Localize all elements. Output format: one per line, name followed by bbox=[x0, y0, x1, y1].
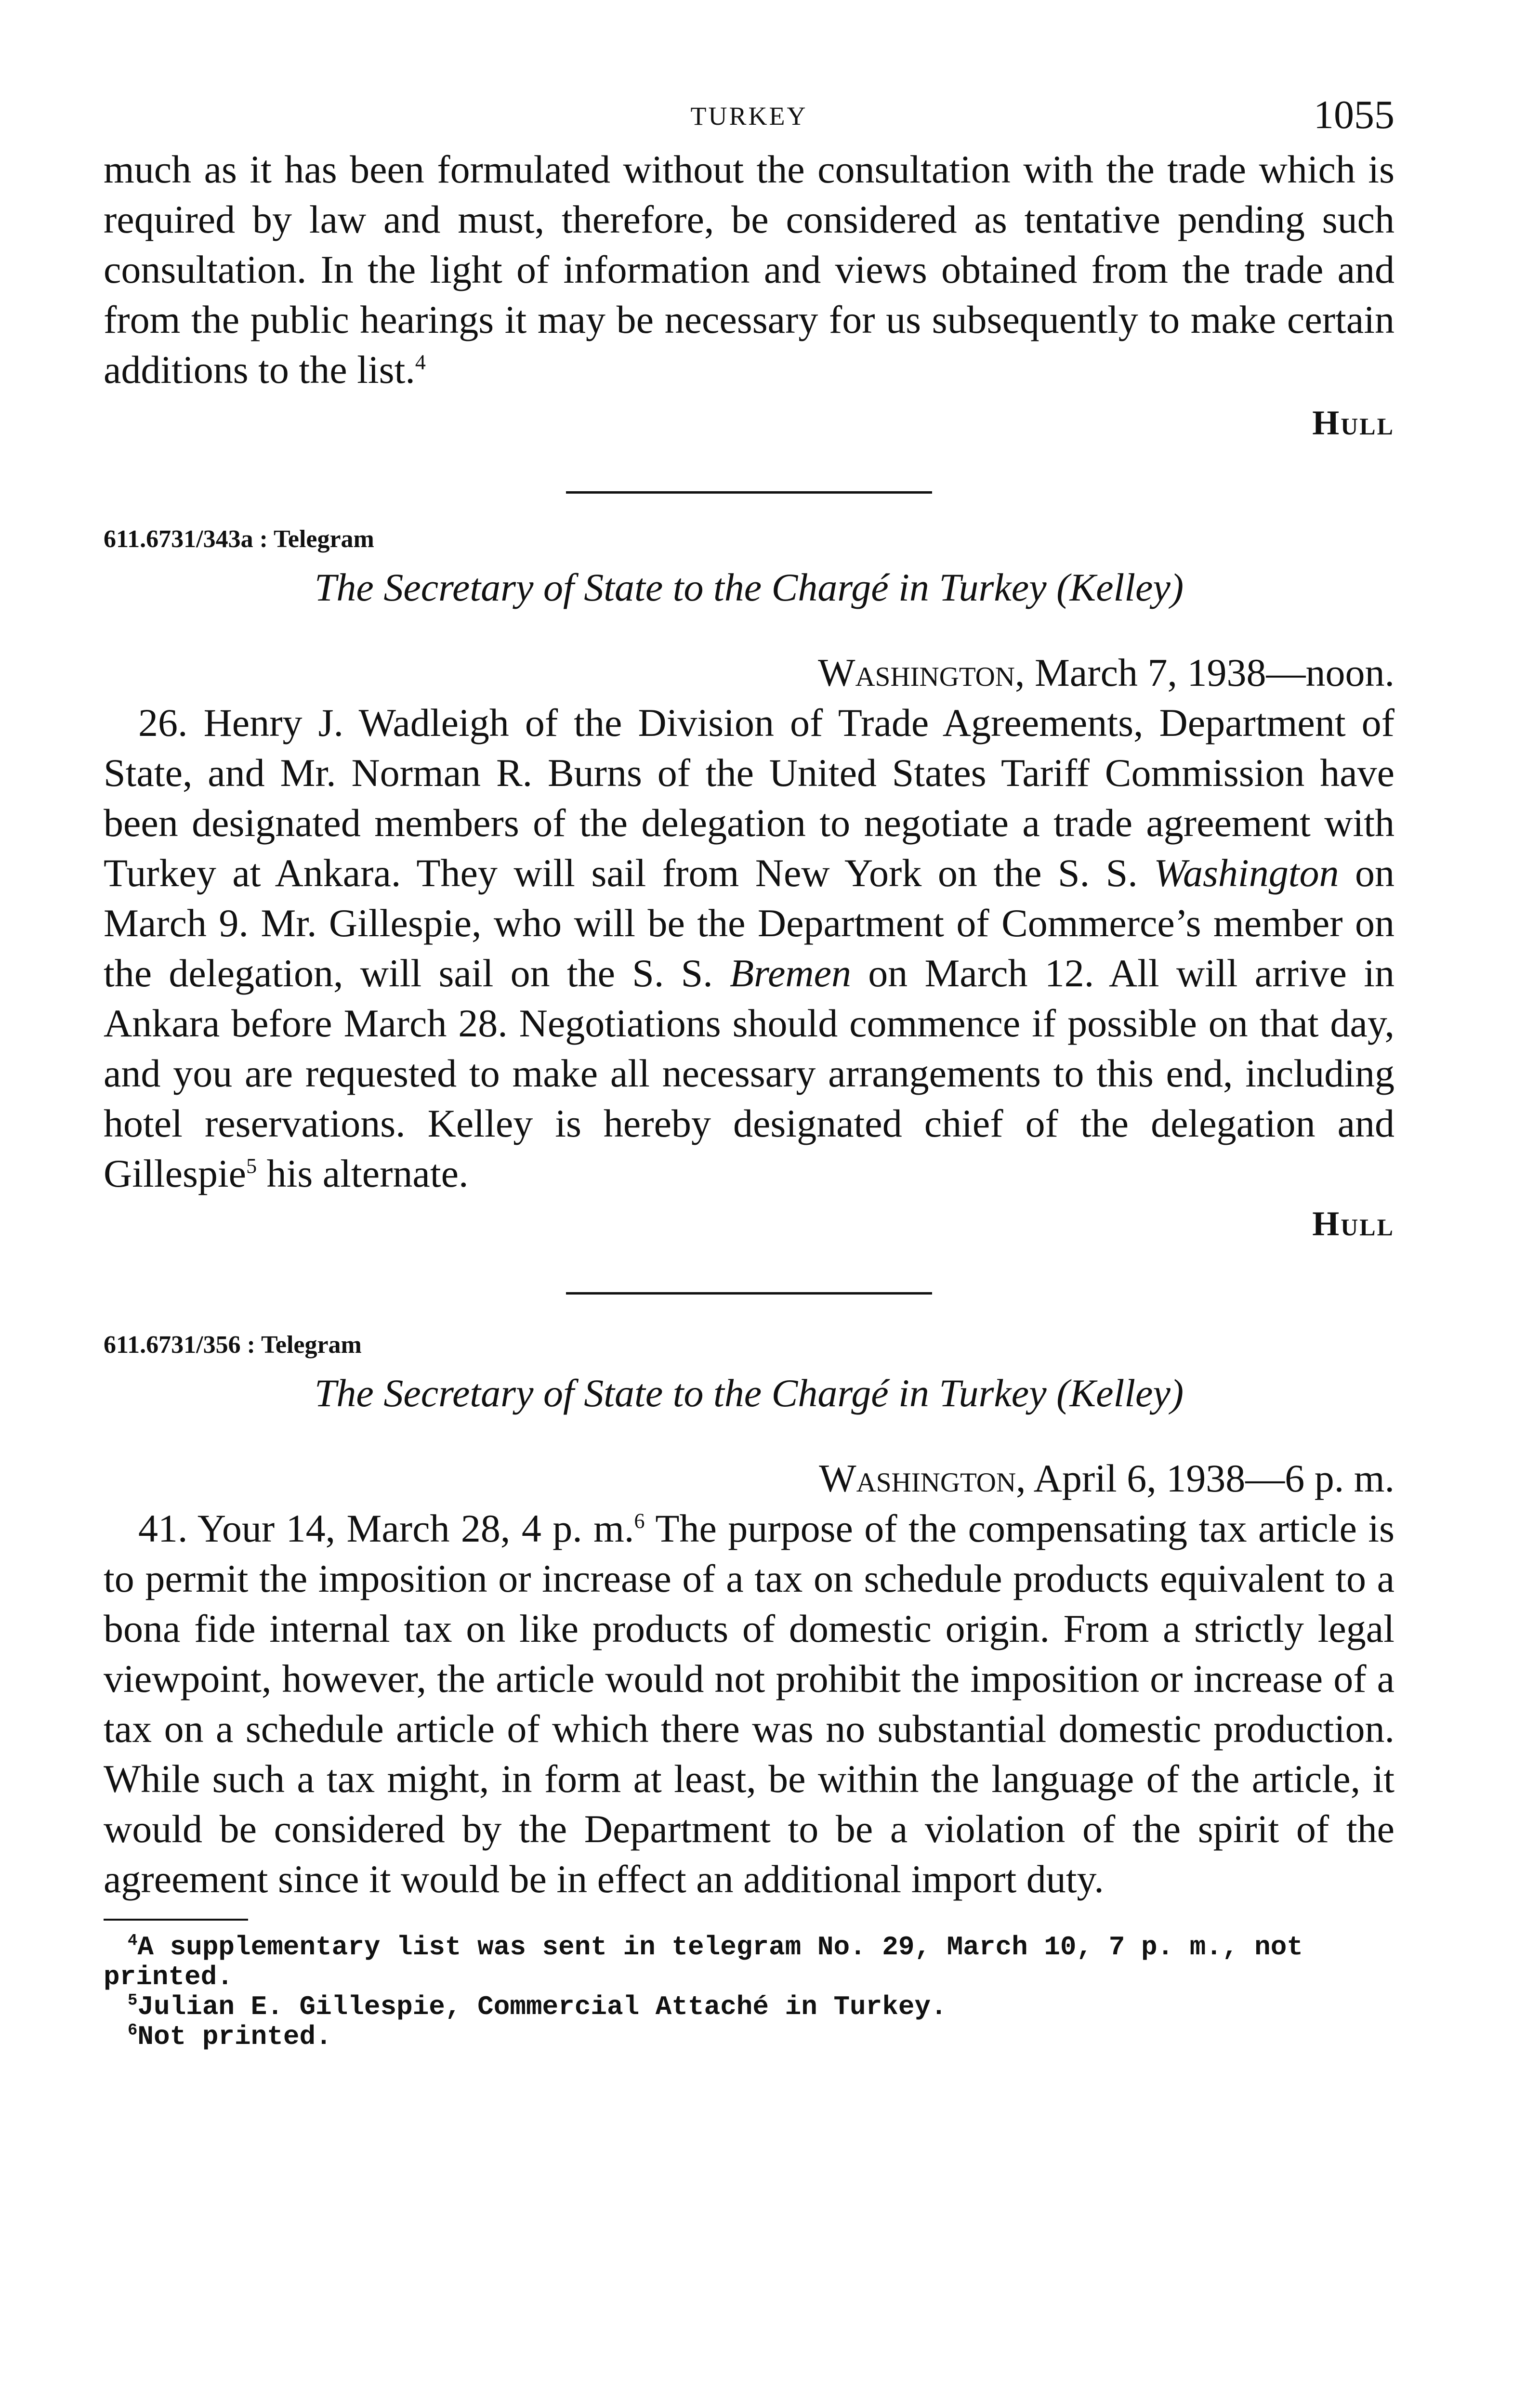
footnote-marker: 6 bbox=[128, 2021, 138, 2040]
body-text: 26. Henry J. Wadleigh of the Division of Trade Agreements, Department of State, and Mr. Norman R. Burns of the United States Tariff Commission have been designated members of the delegation to negotiate a trade agreement with Turkey at Ankara. They will sail from New York on the S. S. bbox=[104, 701, 1394, 895]
continued-paragraph bbox=[104, 144, 1394, 395]
ship-name: Bremen bbox=[730, 951, 851, 995]
ship-name: Washington bbox=[1154, 851, 1339, 895]
document-heading: The Secretary of State to the Chargé in Turkey (Kelley) bbox=[314, 1371, 1184, 1415]
footnote-marker: 4 bbox=[128, 1932, 138, 1950]
dateline-date: , March 7, 1938—noon. bbox=[1014, 651, 1394, 694]
body-text: on March 12. All will arrive in Ankara before March 28. Negotiations should commence if possible on that day, and you are requested to make all necessary arrangements to this end, including hotel reservations. Kelley is hereby designated chief of the delegation and Gillespie bbox=[104, 951, 1394, 1195]
footnote-marker: 5 bbox=[128, 1991, 138, 2010]
document-heading: The Secretary of State to the Chargé in Turkey (Kelley) bbox=[314, 565, 1184, 609]
page-number: 1055 bbox=[1314, 92, 1394, 137]
footnote-text: A supplementary list was sent in telegram No. 29, March 10, 7 p. m., not printed. bbox=[104, 1932, 1303, 1992]
running-title: TURKEY bbox=[690, 102, 808, 131]
footnote-4 bbox=[104, 1932, 1394, 1992]
body-text: on March 9. Mr. Gillespie, who will be the Department of Commerce’s member on the delegation, will sail on the S. S. bbox=[104, 851, 1395, 995]
signature-hull-1: Hull bbox=[1312, 404, 1394, 442]
footnote-ref-4: 4 bbox=[415, 350, 426, 374]
running-head bbox=[104, 92, 1394, 144]
footnote-text: Not printed. bbox=[137, 2021, 332, 2052]
file-number: 611.6731/343a : Telegram bbox=[104, 525, 374, 553]
dateline-place: Washington bbox=[818, 651, 1015, 694]
document-page bbox=[104, 92, 1394, 2052]
footnote-6 bbox=[104, 2022, 1394, 2052]
file-number: 611.6731/356 : Telegram bbox=[104, 1331, 362, 1359]
footnote-ref-5: 5 bbox=[246, 1154, 257, 1178]
footnote-5 bbox=[104, 1992, 1394, 2022]
telegram-body bbox=[104, 698, 1394, 1199]
body-text: his alternate. bbox=[257, 1152, 469, 1195]
dateline bbox=[104, 648, 1394, 698]
signature-hull-2: Hull bbox=[1312, 1204, 1394, 1243]
dateline-place: Washington bbox=[819, 1456, 1016, 1500]
telegram-body bbox=[104, 1504, 1394, 1904]
body-text: The purpose of the compensating tax article is to permit the imposition or increase of a tax on schedule products equivalent to a bona fide internal tax on like products of domestic origin. From a strictly legal viewpoint, however, the article would not prohibit the imposition or increase of a tax on a schedule article of which there was no substantial domestic production. While such a tax might, in form at least, be within the language of the article, it would be considered by the Department to be a violation of the spirit of the agreement since it would be in effect an additional import duty. bbox=[104, 1506, 1394, 1901]
continued-text: much as it has been formulated without the consultation with the trade which is required by law and must, therefore, be considered as tentative pending such consultation. In the light of information and views obtained from the trade and from the public hearings it may be necessary for us subsequently to make certain additions to the list. bbox=[104, 147, 1394, 392]
dateline bbox=[104, 1453, 1394, 1504]
footnote-text: Julian E. Gillespie, Commercial Attaché in Turkey. bbox=[137, 1991, 947, 2022]
body-text: 41. Your 14, March 28, 4 p. m. bbox=[138, 1506, 634, 1550]
dateline-date: , April 6, 1938—6 p. m. bbox=[1016, 1456, 1394, 1500]
footnote-ref-6: 6 bbox=[634, 1509, 645, 1533]
